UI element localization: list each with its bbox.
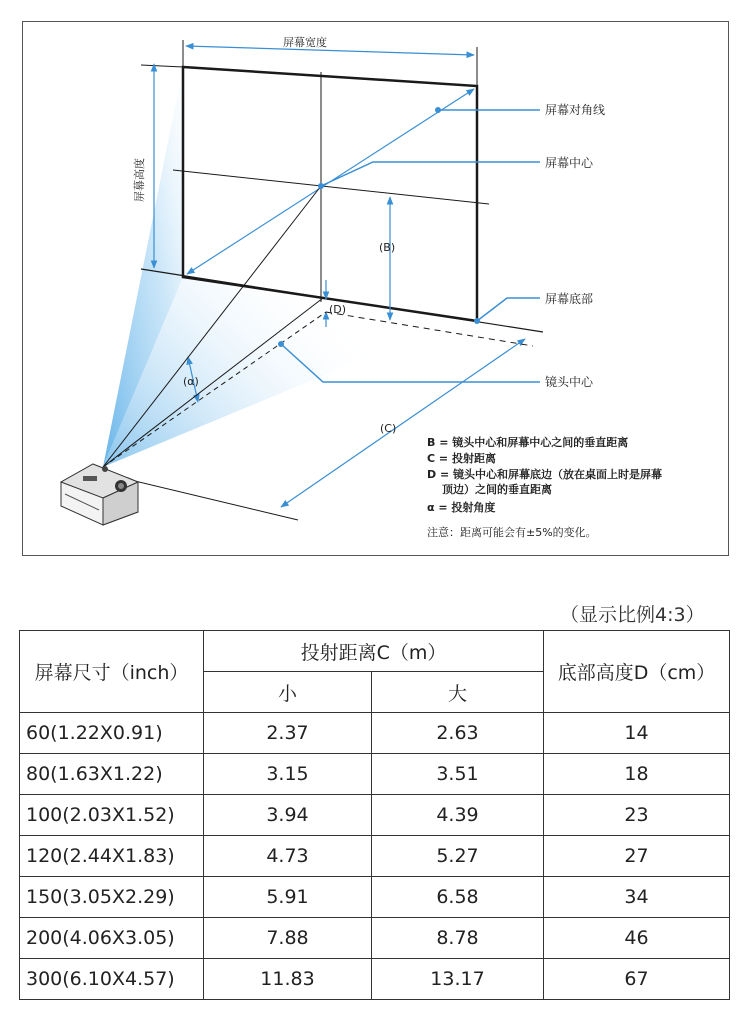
header-screen-size: 屏幕尺寸（inch） <box>20 631 204 713</box>
cell-bottom-height: 67 <box>544 959 730 1000</box>
distance-b-label: (B) <box>379 241 396 254</box>
callout-bottom-label: 屏幕底部 <box>545 292 594 306</box>
callout-center-label: 屏幕中心 <box>545 156 594 170</box>
cell-bottom-height: 18 <box>544 754 730 795</box>
cell-distance-large: 8.78 <box>372 918 544 959</box>
cell-bottom-height: 46 <box>544 918 730 959</box>
screen-width-label: 屏幕宽度 <box>283 36 327 49</box>
screen-height-label: 屏幕高度 <box>133 158 146 202</box>
screen-top-extension <box>141 65 183 67</box>
cell-bottom-height: 27 <box>544 836 730 877</box>
center-horizontal-line <box>173 170 489 204</box>
cell-distance-large: 4.39 <box>372 795 544 836</box>
note-line-3: D = 镜头中心和屏幕底边（放在桌面上时是屏幕 <box>427 468 663 481</box>
table-row <box>20 918 730 959</box>
cell-screen-size: 150(3.05X2.29) <box>20 877 204 918</box>
projection-table <box>19 630 730 1000</box>
header-large: 大 <box>372 672 544 713</box>
header-small: 小 <box>204 672 372 713</box>
header-bottom-height: 底部高度D（cm） <box>544 631 730 713</box>
diagram-svg <box>23 22 730 557</box>
cell-screen-size: 120(2.44X1.83) <box>20 836 204 877</box>
callout-diagonal-dot <box>435 107 441 113</box>
cell-bottom-height: 23 <box>544 795 730 836</box>
distance-c-label: (C) <box>380 422 397 435</box>
callout-bottom-line <box>477 298 540 321</box>
cell-distance-large: 5.27 <box>372 836 544 877</box>
projection-diagram <box>22 21 729 556</box>
cell-bottom-height: 14 <box>544 713 730 754</box>
note-line-2: C = 投射距离 <box>427 452 496 465</box>
cell-distance-small: 3.94 <box>204 795 372 836</box>
footnote: 注意：距离可能会有±5%的变化。 <box>427 526 597 539</box>
cell-distance-small: 11.83 <box>204 959 372 1000</box>
cell-bottom-height: 34 <box>544 877 730 918</box>
cell-distance-small: 7.88 <box>204 918 372 959</box>
cell-screen-size: 200(4.06X3.05) <box>20 918 204 959</box>
angle-alpha-label: (α) <box>183 375 199 388</box>
header-throw-distance: 投射距离C（m） <box>204 631 544 672</box>
table-body <box>20 713 730 1000</box>
callout-center-dot <box>318 183 324 189</box>
cell-screen-size: 60(1.22X0.91) <box>20 713 204 754</box>
table-row <box>20 959 730 1000</box>
cell-screen-size: 300(6.10X4.57) <box>20 959 204 1000</box>
note-line-1: B = 镜头中心和屏幕中心之间的垂直距离 <box>427 436 629 449</box>
cell-distance-small: 3.15 <box>204 754 372 795</box>
floor-line <box>118 477 298 520</box>
cell-distance-large: 6.58 <box>372 877 544 918</box>
distance-d-label: (D) <box>329 303 347 316</box>
table-row <box>20 713 730 754</box>
table-row <box>20 877 730 918</box>
note-line-5: α = 投射角度 <box>427 501 496 514</box>
callout-bottom-dot <box>474 318 480 324</box>
cell-distance-small: 5.91 <box>204 877 372 918</box>
cell-distance-small: 2.37 <box>204 713 372 754</box>
callout-lens-label: 镜头中心 <box>545 375 594 389</box>
callout-diagonal-label: 屏幕对角线 <box>545 103 606 117</box>
cell-screen-size: 80(1.63X1.22) <box>20 754 204 795</box>
cell-screen-size: 100(2.03X1.52) <box>20 795 204 836</box>
note-line-4: 顶边）之间的垂直距离 <box>442 483 552 496</box>
table-row <box>20 754 730 795</box>
aspect-ratio-label: （显示比例4:3） <box>560 604 705 626</box>
callout-lens-dot <box>278 341 284 347</box>
cell-distance-large: 13.17 <box>372 959 544 1000</box>
projector-icon <box>61 464 138 525</box>
cell-distance-small: 4.73 <box>204 836 372 877</box>
cell-distance-large: 2.63 <box>372 713 544 754</box>
table-row <box>20 836 730 877</box>
callout-center-line <box>321 162 540 186</box>
table-row <box>20 795 730 836</box>
cell-distance-large: 3.51 <box>372 754 544 795</box>
screen-width-arrow <box>186 46 474 55</box>
